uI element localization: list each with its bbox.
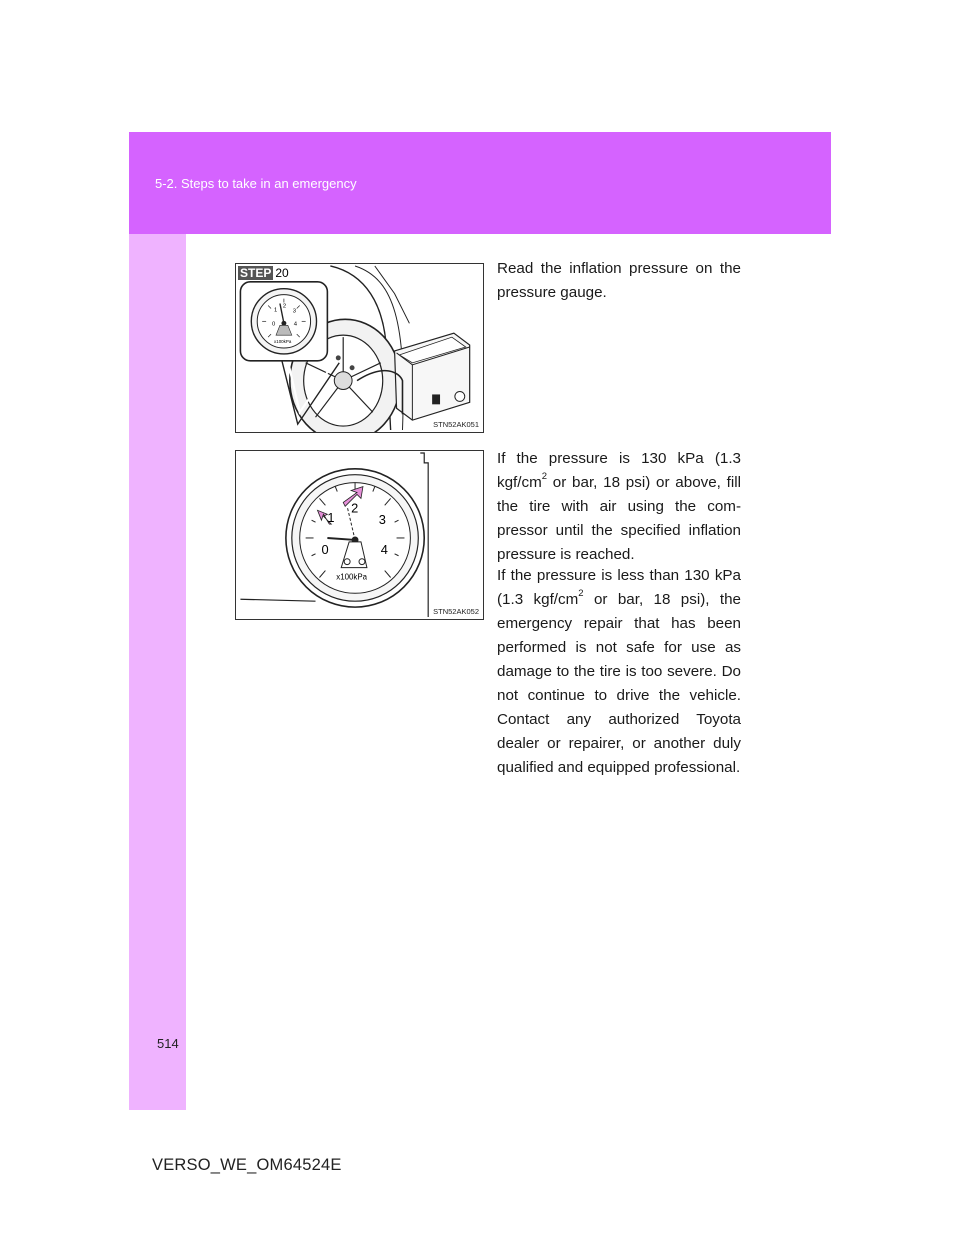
document-code: VERSO_WE_OM64524E: [152, 1156, 342, 1174]
figure-gauge-closeup: [235, 450, 484, 620]
figure-code: STN52AK051: [433, 420, 479, 429]
gauge-tick-2: 2: [282, 303, 287, 310]
figure-compressor-gauge: [235, 263, 484, 433]
gauge-tick-1: 1: [274, 307, 278, 314]
gauge-tick-1: 1: [327, 510, 335, 526]
paragraph-above-130-a: If the pressure is 130 kPa (1.3 kgf/cm: [497, 450, 741, 491]
step-word: STEP: [240, 266, 272, 280]
gauge-tick-2: 2: [351, 500, 359, 516]
gauge-illustration: [236, 451, 483, 619]
gauge-tick-0: 0: [272, 321, 276, 328]
gauge-tick-3: 3: [292, 308, 297, 315]
paragraph-above-130-b: or bar, 18 psi) or above, fill the tire with air using the compressor until the specified inflation pressure is reached.: [497, 474, 741, 563]
paragraph-read-pressure: Read the inflation pressure on the pressure gauge.: [497, 260, 741, 301]
figure-code: STN52AK052: [433, 607, 479, 616]
gauge-unit: x100kPa: [336, 572, 367, 582]
gauge-tick-0: 0: [321, 541, 329, 557]
step-number: 20: [275, 266, 289, 280]
section-title: 5-2. Steps to take in an emergency: [155, 176, 357, 191]
paragraph-above-130: [497, 447, 741, 567]
page-number: 514: [157, 1036, 179, 1051]
paragraph-below-130: [497, 564, 741, 780]
gauge-tick-4: 4: [293, 321, 298, 328]
gauge-tick-3: 3: [378, 512, 386, 528]
paragraph-below-130-b: or bar, 18 psi), the emergency repair that has been performed is not safe for use as damage to the tire is too severe. Do not continue to drive the vehicle. Contact any authorized Toyota dealer or repairer, or another duly qualified and equipped professional.: [497, 591, 741, 776]
superscript-2: 2: [541, 470, 548, 482]
side-band: [129, 234, 186, 1110]
gauge-unit-small: x100kPa: [274, 339, 292, 345]
gauge-tick-4: 4: [380, 541, 388, 557]
paragraph-below-130-a: If the pressure is less than 130 kPa (1.3 kgf/cm: [497, 567, 741, 608]
step-label: [238, 266, 291, 280]
superscript-2: 2: [578, 587, 584, 599]
compressor-illustration: [236, 264, 483, 432]
